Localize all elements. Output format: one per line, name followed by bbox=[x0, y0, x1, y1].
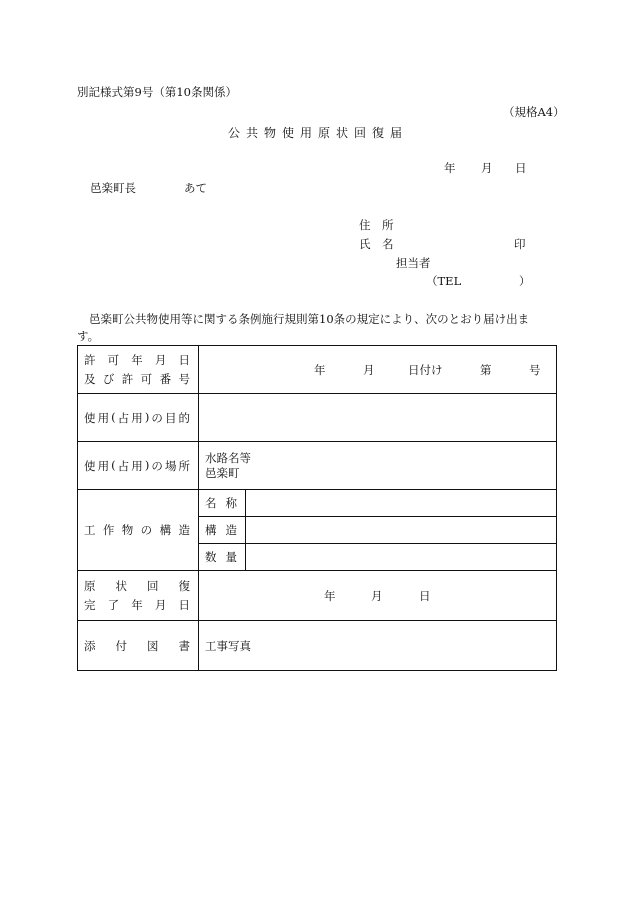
body-text-line2: す。 bbox=[77, 329, 100, 343]
address-label: 住 所 bbox=[359, 218, 394, 232]
place-value[interactable]: 水路名等 邑楽町 bbox=[199, 442, 557, 490]
addressee-name: 邑楽町長 bbox=[90, 181, 136, 195]
date-year: 年 bbox=[444, 161, 456, 175]
body-text-line1: 邑楽町公共物使用等に関する条例施行規則第10条の規定により、次のとおり届け出ま bbox=[89, 312, 530, 326]
form-number: 別記様式第9号（第10条関係） bbox=[77, 85, 237, 99]
restore-label: 原 状 回 復 完 了 年 月 日 bbox=[78, 571, 199, 621]
contact-label: 担当者 bbox=[396, 256, 431, 270]
structure-construction-label: 構 造 bbox=[199, 517, 246, 544]
attachment-label: 添 付 図 書 bbox=[78, 621, 199, 671]
structure-construction-value[interactable] bbox=[246, 517, 557, 544]
structure-label: 工 作 物 の 構 造 bbox=[78, 490, 199, 571]
structure-name-label: 名 称 bbox=[199, 490, 246, 517]
attachment-row bbox=[78, 621, 557, 671]
permit-value[interactable]: 年 月 日付け 第 号 bbox=[199, 346, 557, 394]
structure-quantity-label: 数 量 bbox=[199, 544, 246, 571]
structure-quantity-value[interactable] bbox=[246, 544, 557, 571]
purpose-value[interactable] bbox=[199, 394, 557, 442]
paper-size: （規格A4） bbox=[503, 105, 565, 119]
place-label: 使 用 ( 占 用 ) の 場 所 bbox=[78, 442, 199, 490]
date-day: 日 bbox=[515, 161, 527, 175]
name-label: 氏 名 bbox=[359, 237, 394, 251]
structure-name-value[interactable] bbox=[246, 490, 557, 517]
tel-open: （TEL bbox=[426, 274, 462, 288]
restore-value[interactable]: 年 月 日 bbox=[199, 571, 557, 621]
purpose-label: 使 用 ( 占 用 ) の 目 的 bbox=[78, 394, 199, 442]
seal-mark: 印 bbox=[514, 237, 526, 251]
document-title: 公共物使用原状回復届 bbox=[228, 126, 409, 140]
permit-row bbox=[78, 346, 557, 394]
permit-label: 許 可 年 月 日 及 び 許 可 番 号 bbox=[78, 346, 199, 394]
attachment-value[interactable]: 工事写真 bbox=[199, 621, 557, 671]
purpose-row bbox=[78, 394, 557, 442]
structure-row-name bbox=[78, 490, 557, 517]
tel-close: ） bbox=[519, 274, 531, 288]
restore-row bbox=[78, 571, 557, 621]
form-table bbox=[77, 345, 557, 671]
addressee-suffix: あて bbox=[184, 181, 207, 195]
date-month: 月 bbox=[481, 161, 493, 175]
place-row bbox=[78, 442, 557, 490]
